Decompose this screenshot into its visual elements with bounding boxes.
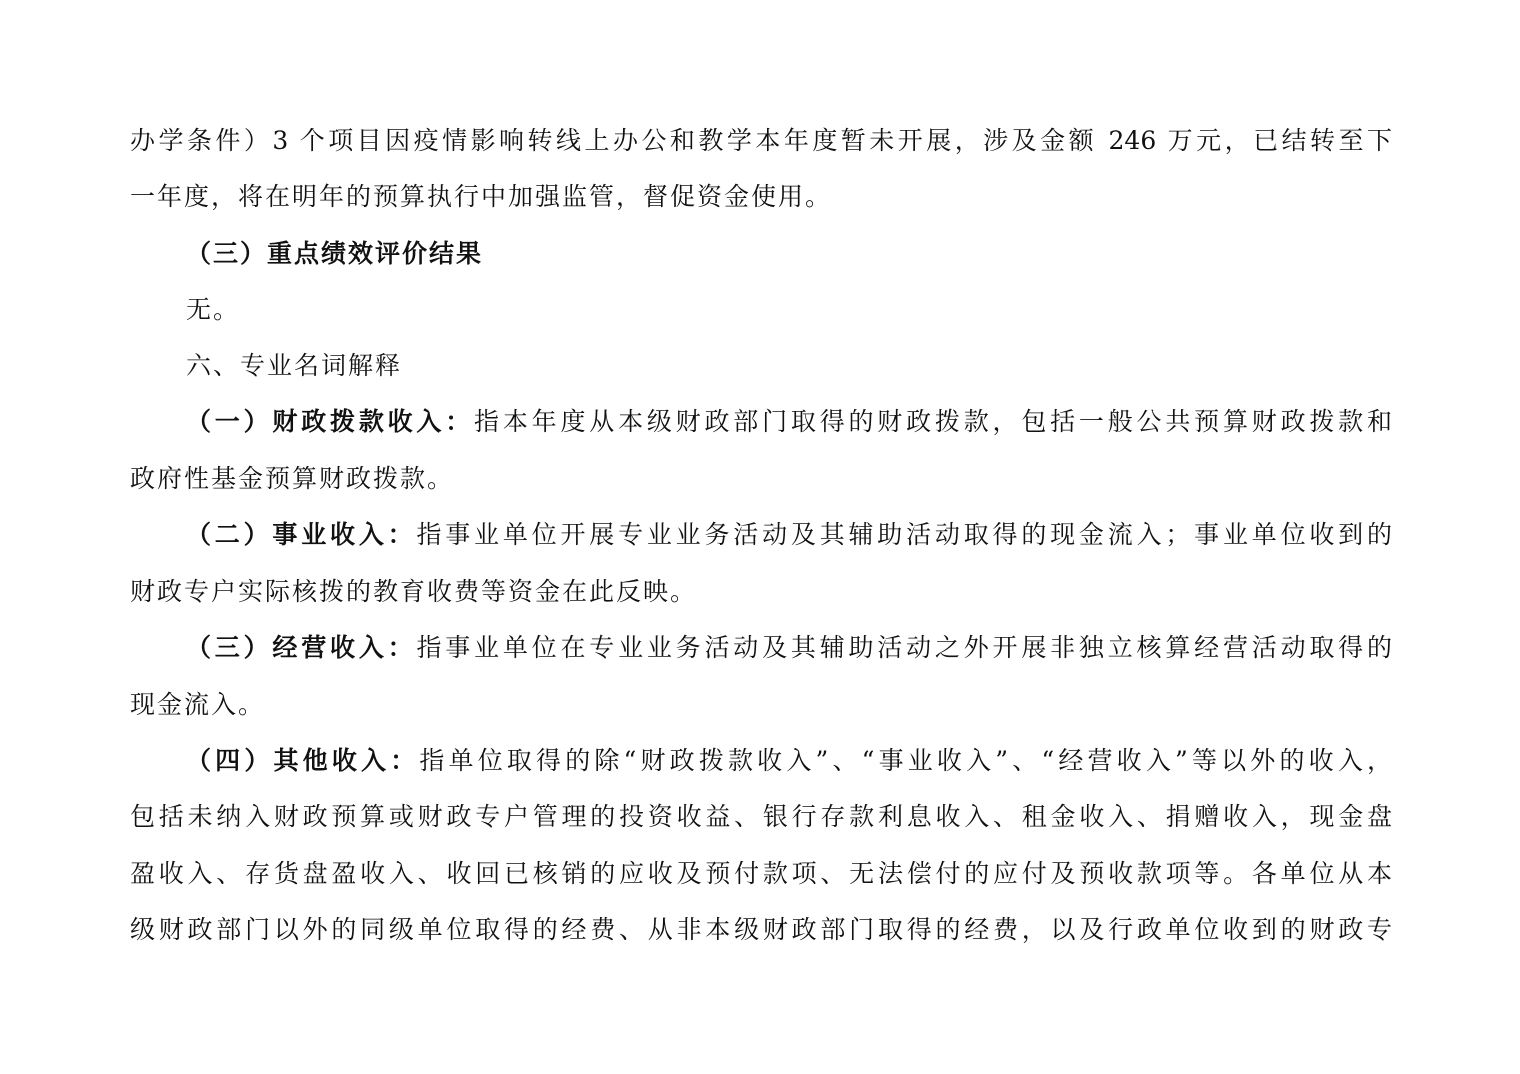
term-definition-line: [186, 404, 1392, 440]
term-label: （三）经营收入：: [186, 633, 417, 662]
term-definition-line: [186, 630, 1392, 666]
term-text: 指本年度从本级财政部门取得的财政拨款，包括一般公共预算财政拨款和: [474, 407, 1392, 436]
term-definition-line: [186, 743, 1392, 779]
term-label: （一）财政拨款收入：: [186, 407, 475, 436]
paragraph-line: 现金流入。: [130, 690, 266, 719]
paragraph-line: 包括未纳入财政预算或财政专户管理的投资收益、银行存款利息收入、租金收入、捐赠收入，现金盘: [130, 802, 1392, 831]
term-definition-line: [186, 517, 1392, 553]
term-text: 指单位取得的除“财政拨款收入”、“事业收入”、“经营收入”等以外的收入，: [419, 746, 1392, 775]
paragraph-line: 级财政部门以外的同级单位取得的经费、从非本级财政部门取得的经费，以及行政单位收到的财政专: [130, 915, 1392, 944]
section-heading: （三）重点绩效评价结果: [186, 239, 484, 268]
paragraph-line: 盈收入、存货盘盈收入、收回已核销的应收及预付款项、无法偿付的应付及预收款项等。各单位从本: [130, 859, 1392, 888]
paragraph-line: 办学条件）3 个项目因疫情影响转线上办公和教学本年度暂未开展，涉及金额 246 万元，已结转至下: [130, 126, 1392, 155]
term-label: （二）事业收入：: [186, 520, 417, 549]
paragraph-line: 无。: [186, 295, 241, 324]
paragraph-line: 一年度，将在明年的预算执行中加强监管，督促资金使用。: [130, 182, 833, 211]
paragraph-line: 政府性基金预算财政拨款。: [130, 464, 455, 493]
term-label: （四）其他收入：: [186, 746, 420, 775]
term-text: 指事业单位在专业业务活动及其辅助活动之外开展非独立核算经营活动取得的: [416, 633, 1392, 662]
paragraph-line: 财政专户实际核拨的教育收费等资金在此反映。: [130, 577, 698, 606]
term-text: 指事业单位开展专业业务活动及其辅助活动取得的现金流入；事业单位收到的: [416, 520, 1392, 549]
section-heading: 六、专业名词解释: [186, 351, 403, 380]
